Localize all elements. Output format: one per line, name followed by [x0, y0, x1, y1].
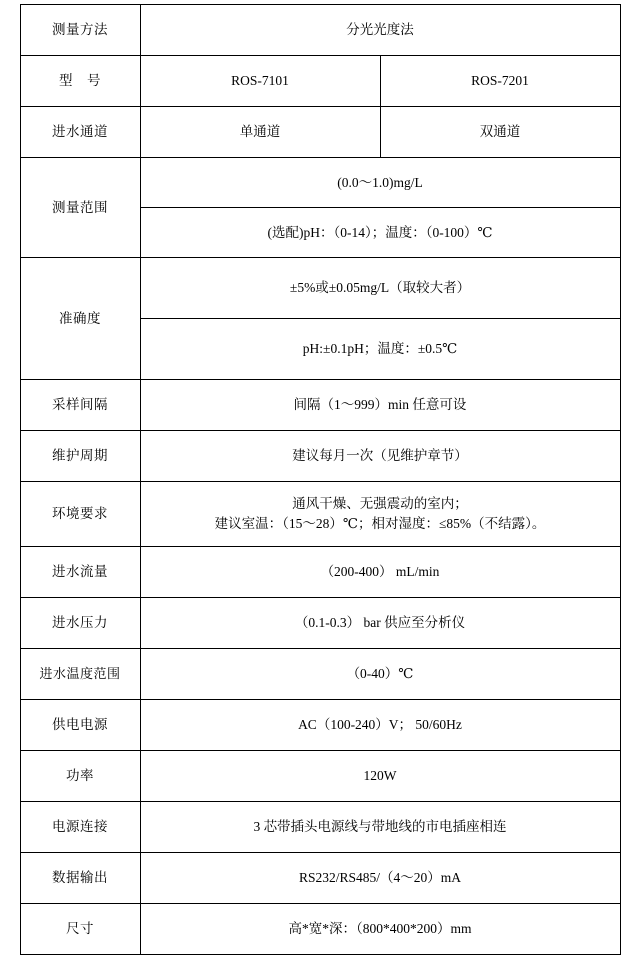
row-value: 间隔（1～999）min 任意可设 — [140, 380, 620, 431]
table-row — [20, 547, 620, 598]
table-row — [20, 482, 620, 547]
table-row — [20, 751, 620, 802]
row-value: （200-400） mL/min — [140, 547, 620, 598]
row-label: 功率 — [20, 751, 140, 802]
table-row — [20, 853, 620, 904]
row-value: 3 芯带插头电源线与带地线的市电插座相连 — [140, 802, 620, 853]
table-body — [20, 5, 620, 955]
table-row — [20, 158, 620, 208]
row-value-line-1: ±5%或±0.05mg/L（取较大者） — [140, 258, 620, 319]
specification-table — [20, 4, 621, 955]
row-label: 进水温度范围 — [20, 649, 140, 700]
table-row — [20, 107, 620, 158]
row-value: 120W — [140, 751, 620, 802]
row-value-line-2: 建议室温：（15～28）℃；相对湿度：≤85%（不结露）。 — [214, 516, 546, 531]
row-label: 电源连接 — [20, 802, 140, 853]
table-row — [20, 258, 620, 319]
row-label: 维护周期 — [20, 431, 140, 482]
table-row — [20, 5, 620, 56]
row-value: AC（100-240）V； 50/60Hz — [140, 700, 620, 751]
row-label: 供电电源 — [20, 700, 140, 751]
row-label: 进水压力 — [20, 598, 140, 649]
row-value: RS232/RS485/（4～20）mA — [140, 853, 620, 904]
table-row — [20, 56, 620, 107]
row-value-right: ROS-7201 — [380, 56, 620, 107]
row-value — [140, 482, 620, 547]
table-row — [20, 904, 620, 955]
row-value-right: 双通道 — [380, 107, 620, 158]
table-row — [20, 700, 620, 751]
row-value: 建议每月一次（见维护章节） — [140, 431, 620, 482]
row-label: 进水通道 — [20, 107, 140, 158]
table-row — [20, 431, 620, 482]
table-row — [20, 380, 620, 431]
table-row — [20, 649, 620, 700]
row-label: 环境要求 — [20, 482, 140, 547]
table-row — [20, 598, 620, 649]
row-value: 分光光度法 — [140, 5, 620, 56]
row-value-line-2: (选配)pH：（0-14）；温度：（0-100）℃ — [140, 208, 620, 258]
row-value-left: ROS-7101 — [140, 56, 380, 107]
row-label: 尺寸 — [20, 904, 140, 955]
table-row — [20, 802, 620, 853]
row-label: 进水流量 — [20, 547, 140, 598]
row-value-left: 单通道 — [140, 107, 380, 158]
row-value: （0.1-0.3） bar 供应至分析仪 — [140, 598, 620, 649]
row-label: 测量范围 — [20, 158, 140, 258]
row-value: 高*宽*深：（800*400*200）mm — [140, 904, 620, 955]
row-label: 型 号 — [20, 56, 140, 107]
row-label: 采样间隔 — [20, 380, 140, 431]
row-value-line-1: 通风干燥、无强震动的室内； — [292, 496, 468, 512]
row-label: 数据输出 — [20, 853, 140, 904]
row-value-line-2: pH:±0.1pH；温度：±0.5℃ — [140, 319, 620, 380]
row-value-line-1: (0.0～1.0)mg/L — [140, 158, 620, 208]
row-label: 准确度 — [20, 258, 140, 380]
row-label: 测量方法 — [20, 5, 140, 56]
row-value: （0-40）℃ — [140, 649, 620, 700]
